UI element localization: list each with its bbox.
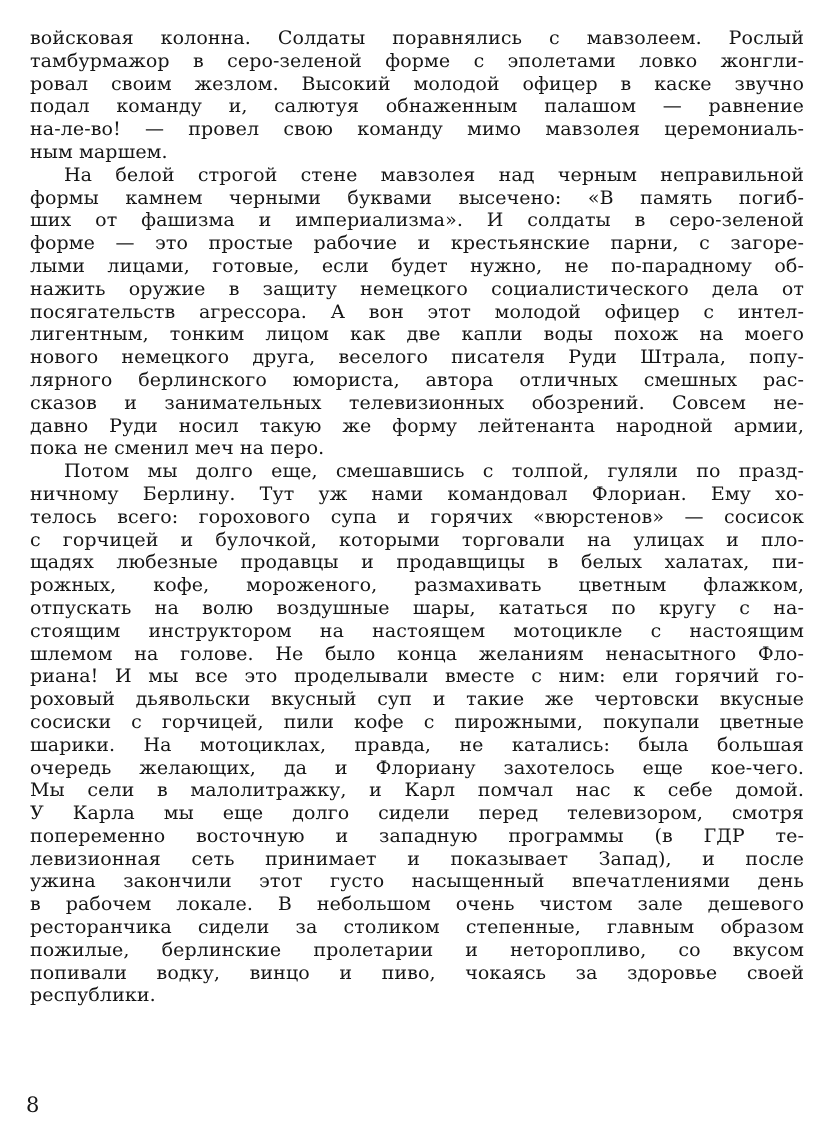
text-line: нового немецкого друга, веселого писателя Руди Штрала, попу- bbox=[30, 346, 804, 369]
text-line: У Карла мы еще долго сидели перед телевизором, смотря bbox=[30, 802, 804, 825]
text-line: тамбурмажор в серо-зеленой форме с эполетами ловко жонгли- bbox=[30, 49, 804, 72]
text-line: шарики. На мотоциклах, правда, не катались: была большая bbox=[30, 733, 804, 756]
text-line: На белой строгой стене мавзолея над черным неправильной bbox=[64, 163, 804, 186]
text-line: пока не сменил меч на перо. bbox=[30, 437, 325, 460]
text-line: отпускать на волю воздушные шары, кататься по кругу с на- bbox=[30, 596, 804, 619]
paragraph-1 bbox=[30, 27, 804, 164]
text-line: очередь желающих, да и Флориану захотелось еще кое-чего. bbox=[30, 756, 804, 779]
text-line: на-ле-во! — провел свою команду мимо мавзолея церемониаль- bbox=[30, 118, 804, 141]
text-line: левизионная сеть принимает и показывает Запад), и после bbox=[30, 847, 804, 870]
text-line: с горчицей и булочкой, которыми торговали на улицах и пло- bbox=[30, 528, 804, 551]
paragraph-3 bbox=[30, 460, 804, 1007]
text-line: телось всего: горохового супа и горячих «вюрстенов» — сосисок bbox=[30, 505, 804, 528]
text-line: Мы сели в малолитражку, и Карл помчал нас к себе домой. bbox=[30, 779, 804, 802]
text-line: подал команду и, салютуя обнаженным палашом — равнение bbox=[30, 95, 804, 118]
text-line: ровал своим жезлом. Высокий молодой офицер в каске звучно bbox=[30, 72, 804, 95]
text-line: сосиски с горчицей, пили кофе с пирожными, покупали цветные bbox=[30, 710, 804, 733]
text-line: лярного берлинского юмориста, автора отличных смешных рас- bbox=[30, 368, 804, 391]
text-line: нажить оружие в защиту немецкого социалистического дела от bbox=[30, 277, 804, 300]
text-line: формы камнем черными буквами высечено: «В память погиб- bbox=[30, 186, 804, 209]
text-line: в рабочем локале. В небольшом очень чистом зале дешевого bbox=[30, 893, 804, 916]
text-line: республики. bbox=[30, 984, 156, 1007]
text-line: войсковая колонна. Солдаты поравнялись с мавзолеем. Рослый bbox=[30, 27, 804, 49]
text-line: ших от фашизма и империализма». И солдаты в серо-зеленой bbox=[30, 209, 804, 232]
text-line: попеременно восточную и западную программы (в ГДР те- bbox=[30, 824, 804, 847]
text-line: ным маршем. bbox=[30, 140, 168, 163]
text-line: сказов и занимательных телевизионных обозрений. Совсем не- bbox=[30, 391, 804, 414]
text-line: Потом мы долго еще, смешавшись с толпой, гуляли по празд- bbox=[64, 460, 804, 483]
text-line: лыми лицами, готовые, если будет нужно, не по-парадному об- bbox=[30, 254, 804, 277]
text-line: пожилые, берлинские пролетарии и неторопливо, со вкусом bbox=[30, 938, 804, 961]
text-line: роховый дьявольски вкусный суп и такие же чертовски вкусные bbox=[30, 688, 804, 711]
text-line: давно Руди носил такую же форму лейтенанта народной армии, bbox=[30, 414, 804, 437]
text-line: шлемом на голове. Не было конца желаниям ненасытного Фло- bbox=[30, 642, 804, 665]
text-line: форме — это простые рабочие и крестьянские парни, с загоре- bbox=[30, 232, 804, 255]
text-line: ужина закончили этот густо насыщенный впечатлениями день bbox=[30, 870, 804, 893]
text-line: попивали водку, винцо и пиво, чокаясь за здоровье своей bbox=[30, 961, 804, 984]
page-number: 8 bbox=[26, 1093, 40, 1117]
text-line: ресторанчика сидели за столиком степенные, главным образом bbox=[30, 916, 804, 939]
text-line: риана! И мы все это проделывали вместе с ним: ели горячий го- bbox=[30, 665, 804, 688]
text-line: щадях любезные продавцы и продавщицы в белых халатах, пи- bbox=[30, 551, 804, 574]
paragraph-2 bbox=[30, 164, 804, 460]
text-line: рожных, кофе, мороженого, размахивать цветным флажком, bbox=[30, 574, 804, 597]
text-line: стоящим инструктором на настоящем мотоцикле с настоящим bbox=[30, 619, 804, 642]
text-line: посягательств агрессора. А вон этот молодой офицер с интел- bbox=[30, 300, 804, 323]
text-line: ничному Берлину. Тут уж нами командовал Флориан. Ему хо- bbox=[30, 482, 804, 505]
book-page-text bbox=[30, 27, 804, 1007]
text-line: лигентным, тонким лицом как две капли воды похож на моего bbox=[30, 323, 804, 346]
